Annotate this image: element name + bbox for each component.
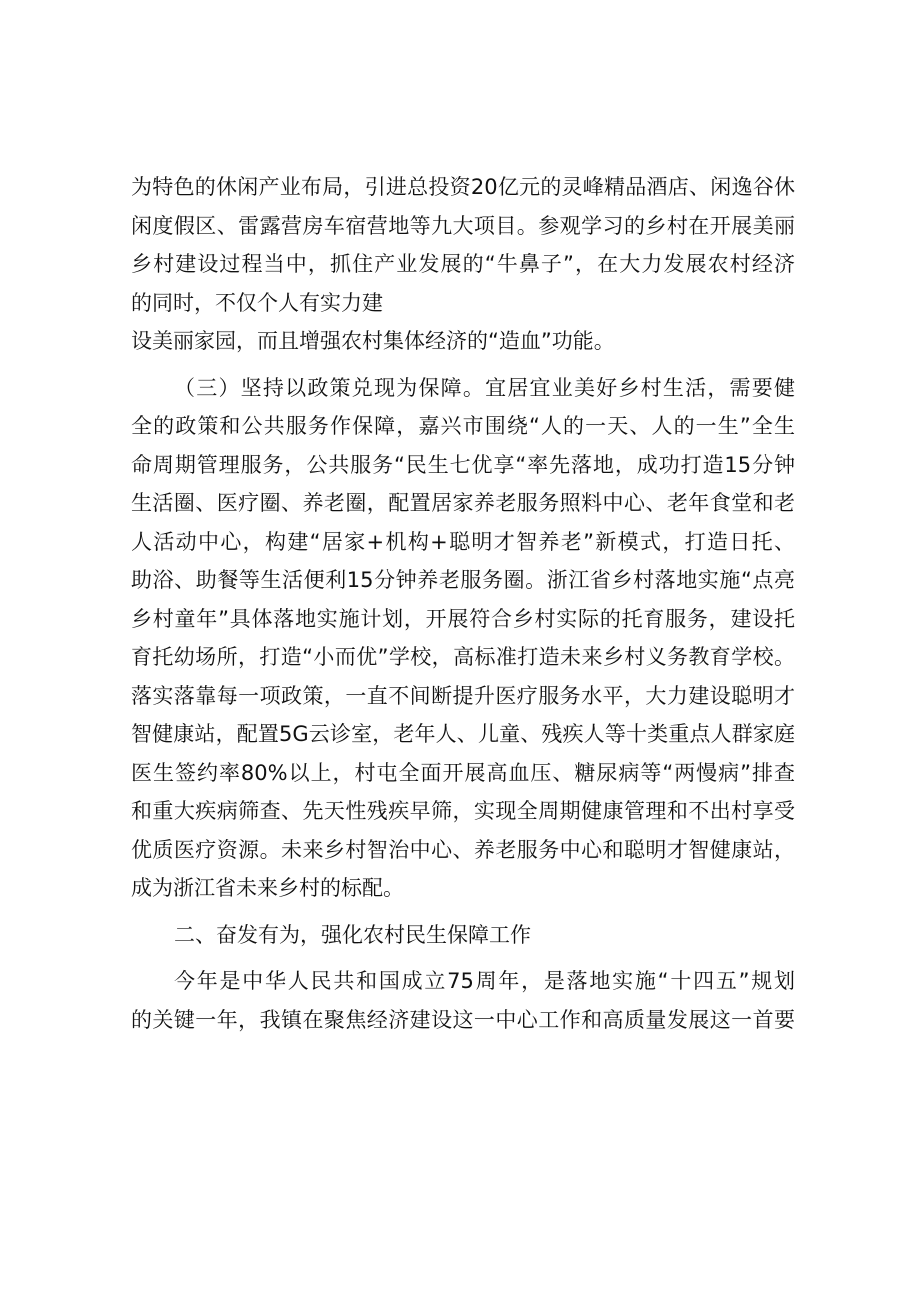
paragraph-line: 人活动中心，构建“居家+机构+聪明才智养老”新模式，打造日托、	[131, 529, 795, 554]
paragraph-line: 育托幼场所，打造“小而优”学校，高标准打造未来乡村义务教育学校。	[131, 645, 795, 669]
document-body	[131, 168, 795, 1039]
paragraph-line: 的同时，不仅个人有实力建	[131, 290, 383, 315]
paragraph-line: 全的政策和公共服务作保障，嘉兴市围绕“人的一天、人的一生”全生	[131, 414, 795, 438]
paragraph-line: 成为浙江省未来乡村的标配。	[131, 876, 404, 900]
paragraph-line: 乡村童年”具体落地实施计划，开展符合乡村实际的托育服务，建设托	[131, 606, 795, 631]
paragraph-2	[131, 369, 795, 908]
paragraph-line: 闲度假区、雷露营房车宿营地等九大项目。参观学习的乡村在开展美丽	[131, 213, 795, 238]
paragraph-line: 的关键一年，我镇在聚焦经济建设这一中心工作和高质量发展这一首要	[131, 1007, 795, 1032]
paragraph-line: 生活圈、医疗圈、养老圈，配置居家养老服务照料中心、老年食堂和老	[131, 491, 795, 515]
paragraph-3	[131, 962, 795, 1039]
paragraph-line: 为特色的休闲产业布局，引进总投资20亿元的灵峰精品酒店、闲逸谷休	[131, 175, 795, 199]
paragraph-line: 优质医疗资源。未来乡村智治中心、养老服务中心和聪明才智健康站，	[131, 837, 795, 862]
paragraph-line: 设美丽家园，而且增强农村集体经济的“造血”功能。	[131, 329, 615, 353]
paragraph-line: 乡村建设过程当中，抓住产业发展的“牛鼻子”，在大力发展农村经济	[131, 252, 795, 276]
paragraph-line: 落实落靠每一项政策，一直不间断提升医疗服务水平，大力建设聪明才	[131, 683, 795, 708]
paragraph-1	[131, 168, 795, 361]
paragraph-line: 命周期管理服务，公共服务“民生七优享“率先落地，成功打造15分钟	[131, 452, 795, 477]
paragraph-line: 医生签约率80%以上，村屯全面开展高血压、糖尿病等“两慢病”排查	[131, 760, 795, 785]
paragraph-line: 今年是中华人民共和国成立75周年，是落地实施“十四五”规划	[174, 969, 795, 993]
section-heading: 二、奋发有为，强化农村民生保障工作	[174, 922, 531, 947]
paragraph-line: 和重大疾病筛查、先天性残疾早筛，实现全周期健康管理和不出村享受	[131, 799, 795, 823]
paragraph-line: 助浴、助餐等生活便利15分钟养老服务圈。浙江省乡村落地实施“点亮	[131, 568, 795, 592]
paragraph-line: （三）坚持以政策兑现为保障。宜居宜业美好乡村生活，需要健	[174, 375, 795, 400]
paragraph-line: 智健康站，配置5G云诊室，老年人、儿童、残疾人等十类重点人群家庭	[131, 722, 795, 746]
